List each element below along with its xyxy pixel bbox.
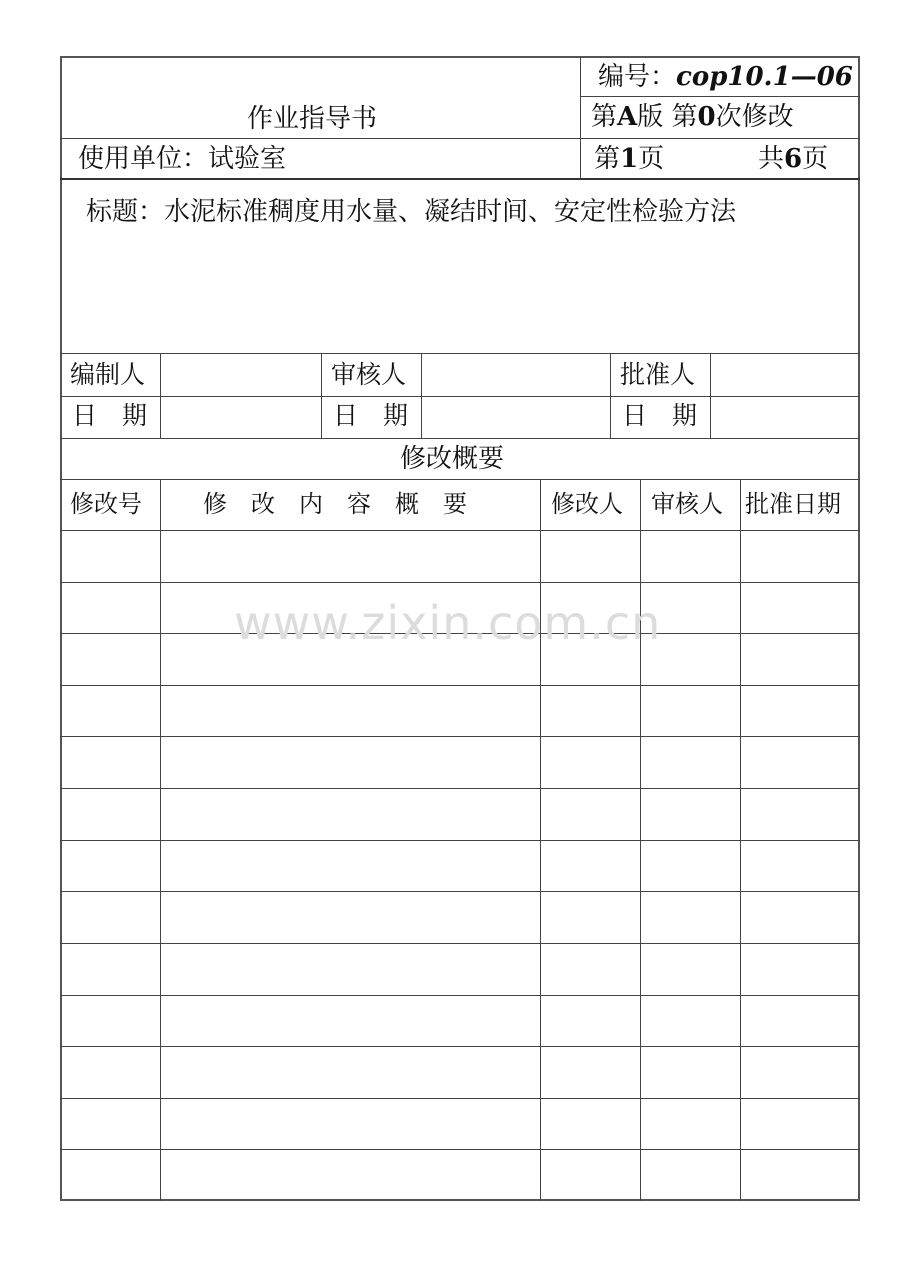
rule-header-version xyxy=(580,96,860,97)
revision-section-title: 修改概要 xyxy=(400,444,505,474)
doc-number: 编号：cop10.1—06 xyxy=(598,62,853,92)
rule-approval-col5 xyxy=(710,353,711,438)
rule-rev-col2 xyxy=(540,479,541,1201)
col-modified-by: 修改人 xyxy=(551,490,623,518)
rule-approval-mid xyxy=(60,396,860,397)
watermark: www.zixin.com.cn xyxy=(234,596,662,650)
rule-approval-col2 xyxy=(321,353,322,438)
rule-approval-col1 xyxy=(160,353,161,438)
rule-header-bottom xyxy=(60,178,860,180)
rule-rev-col4 xyxy=(740,479,741,1201)
reviewed-date-label: 日 期 xyxy=(333,401,409,430)
prepared-date-label: 日 期 xyxy=(72,401,148,430)
subject-title: 标题：水泥标准稠度用水量、凝结时间、安定性检验方法 xyxy=(86,197,737,227)
approved-date-label: 日 期 xyxy=(622,401,698,430)
prepared-by-label: 编制人 xyxy=(70,360,146,389)
approved-by-label: 批准人 xyxy=(620,360,696,389)
rule-approval-col3 xyxy=(421,353,422,438)
col-revision-number: 修改号 xyxy=(70,490,142,518)
doc-title: 作业指导书 xyxy=(247,104,378,134)
rule-approval-col4 xyxy=(610,353,611,438)
col-approval-date: 批准日期 xyxy=(745,490,841,518)
version-info: 第A版 第0次修改 xyxy=(591,102,794,132)
rule-approval-bottom xyxy=(60,438,860,439)
rule-header-unit xyxy=(60,138,860,139)
col-reviewed-by: 审核人 xyxy=(651,490,723,518)
rule-subject-bottom xyxy=(60,353,860,354)
rule-rev-col1 xyxy=(160,479,161,1201)
rule-rev-col3 xyxy=(640,479,641,1201)
col-revision-summary: 修 改 内 容 概 要 xyxy=(203,490,467,518)
rule-header-vertical xyxy=(580,56,581,178)
page-total: 共6页 xyxy=(758,144,829,174)
page-current: 第1页 xyxy=(594,144,665,174)
reviewed-by-label: 审核人 xyxy=(331,360,407,389)
unit-label: 使用单位：试验室 xyxy=(78,144,287,174)
